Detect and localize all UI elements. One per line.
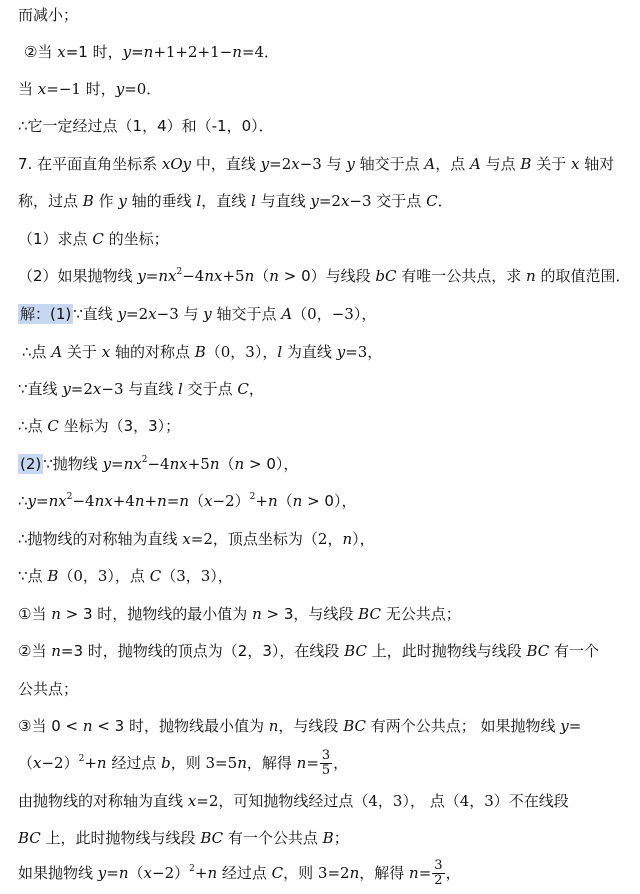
text-fragment: n (267, 492, 278, 510)
solution-line-4 (18, 415, 640, 437)
text-fragment: x (182, 530, 191, 548)
text-fragment: b (161, 754, 171, 772)
text-fragment: nx (158, 267, 177, 285)
text-fragment: l (178, 380, 183, 398)
text-fragment: 经过点 (106, 754, 162, 772)
text-fragment: l (196, 192, 202, 210)
problem-line-2 (18, 190, 640, 212)
text-line-2 (24, 41, 640, 63)
text-fragment: ； (333, 829, 349, 847)
text-fragment: nx (123, 455, 142, 473)
question-2 (18, 265, 640, 287)
text-fragment: −3 与 (156, 305, 204, 323)
text-fragment: n (526, 267, 536, 285)
text-fragment: = (36, 492, 49, 510)
text-fragment: 有唯一公共点，求 (396, 267, 527, 285)
text-fragment: =2，顶点坐标为（2， (190, 530, 343, 548)
text-fragment: （ (18, 754, 34, 772)
text-fragment: = (106, 864, 119, 882)
text-fragment: 坐标为（3，3）； (58, 417, 181, 435)
text-fragment: n (207, 864, 218, 882)
text-fragment: −4 (147, 455, 170, 473)
text-fragment: ，解得 (359, 864, 410, 882)
solution-line-10 (18, 640, 640, 662)
text-fragment: = (111, 455, 124, 473)
text-fragment: ，与线段 (278, 717, 344, 735)
text-fragment: = (166, 492, 180, 510)
text-fragment: 3 (434, 858, 443, 873)
text-fragment: + (194, 864, 208, 882)
text-fragment: （ (254, 267, 270, 285)
text-fragment: 轴交于点 (211, 305, 282, 323)
solution-line-15 (18, 827, 640, 849)
text-fragment: −4 (182, 267, 205, 285)
text-fragment: x (204, 492, 213, 510)
text-fragment: 有一个公共点 (223, 829, 323, 847)
text-fragment: l (277, 343, 283, 361)
text-fragment: x (33, 754, 42, 772)
text-line-1 (18, 4, 640, 26)
solution-line-8 (18, 565, 640, 587)
text-fragment: n (244, 267, 255, 285)
text-fragment: （3，3）， (161, 567, 233, 585)
text-fragment: 2 (78, 754, 85, 764)
text-fragment: −3 交于点 (349, 192, 427, 210)
text-fragment: x (148, 305, 157, 323)
text-fragment: n (234, 455, 245, 473)
text-fragment: ∴它一定经过点（1，4）和（-1，0）． (18, 117, 274, 135)
text-fragment: ， (333, 754, 349, 772)
text-fragment: +5 (222, 267, 245, 285)
text-fragment: x (57, 43, 66, 61)
text-fragment: ，直线 (201, 192, 251, 210)
text-fragment: n (409, 864, 419, 882)
text-fragment: nx (94, 492, 113, 510)
text-fragment: 当 (18, 80, 38, 98)
text-fragment: 上，此时抛物线与线段 (40, 829, 201, 847)
text-fragment: ． (437, 192, 453, 210)
solution-line-1 (18, 303, 640, 325)
solution-line-14 (18, 790, 640, 812)
text-fragment: < 3 时，抛物线最小值为 (92, 717, 269, 735)
text-fragment: C (47, 417, 59, 435)
solution-line-9 (18, 603, 640, 625)
text-fragment: −3 与 (299, 155, 347, 173)
text-fragment: n (252, 605, 262, 623)
text-fragment: y (102, 455, 112, 473)
text-fragment: n (118, 864, 129, 882)
text-fragment: n (232, 43, 242, 61)
text-fragment: ∴ (18, 492, 28, 510)
fraction-three-fifths (320, 749, 332, 778)
text-fragment: ，点 (435, 155, 471, 173)
text-fragment: y (117, 305, 127, 323)
text-fragment: C (92, 230, 104, 248)
text-fragment: BC (200, 829, 224, 847)
text-fragment: ②当 (18, 642, 52, 660)
text-fragment: 有两个公共点； 如果抛物线 (365, 717, 561, 735)
text-fragment: A (51, 343, 63, 361)
text-fragment: 2 (249, 492, 256, 502)
solution-line-2 (22, 341, 640, 363)
solution-label-highlight: 解：(1) (20, 305, 72, 323)
text-fragment: （ (189, 492, 205, 510)
text-fragment: B (82, 192, 94, 210)
solution-line-16 (18, 858, 640, 888)
text-fragment: B (520, 155, 532, 173)
text-fragment: y (97, 864, 107, 882)
text-fragment: （ (277, 492, 293, 510)
text-fragment: B (322, 829, 334, 847)
text-fragment: （0，3）， (205, 343, 278, 361)
text-fragment: ，则 3=5 (170, 754, 238, 772)
text-fragment: −4 (72, 492, 95, 510)
text-fragment: ，则 3=2 (283, 864, 350, 882)
text-fragment: > 3，与线段 (261, 605, 359, 623)
text-fragment: nx (48, 492, 67, 510)
text-fragment: 7. 在平面直角坐标系 (18, 155, 162, 173)
text-fragment: + (255, 492, 268, 510)
text-fragment: （0，3），点 (58, 567, 150, 585)
text-fragment: B (194, 343, 206, 361)
text-fragment: +4 (112, 492, 135, 510)
text-fragment: BC (526, 642, 550, 660)
text-fragment: y (346, 155, 355, 173)
text-fragment: n (342, 530, 353, 548)
text-fragment: 作 (93, 192, 119, 210)
text-fragment: ∴点 (18, 417, 48, 435)
text-fragment: ∵点 (18, 567, 48, 585)
text-fragment: 5 (321, 763, 331, 778)
text-fragment: A (470, 155, 481, 173)
text-fragment: （ (128, 864, 144, 882)
text-fragment: n (269, 267, 279, 285)
text-fragment: y (560, 717, 569, 735)
text-fragment: ， (248, 380, 264, 398)
solution-line-11 (18, 678, 640, 700)
text-fragment: 关于 (62, 343, 102, 361)
solution-line-7 (18, 528, 640, 550)
text-fragment: ∴点 (22, 343, 52, 361)
text-fragment: =3 时，抛物线的顶点为（2，3），在线段 (60, 642, 345, 660)
text-fragment: y (137, 267, 146, 285)
text-fragment: n (96, 754, 107, 772)
text-fragment: n (268, 717, 279, 735)
text-fragment: nx (169, 455, 188, 473)
text-fragment: l (250, 192, 256, 210)
text-fragment: n (82, 717, 93, 735)
text-fragment: n (157, 492, 167, 510)
text-fragment: = (131, 43, 144, 61)
text-fragment: =2 (126, 305, 149, 323)
text-fragment: x (37, 80, 47, 98)
text-fragment: =2 (269, 155, 292, 173)
text-fragment: y (260, 155, 270, 173)
text-fragment: 与直线 (255, 192, 311, 210)
text-fragment: ③当 0 < (18, 717, 83, 735)
text-fragment: 有一个 (549, 642, 600, 660)
text-fragment: C (149, 567, 162, 585)
text-fragment: n (209, 455, 220, 473)
text-fragment: 2 (434, 873, 443, 888)
text-fragment: 的坐标； (103, 230, 169, 248)
text-fragment: 2 (66, 492, 73, 502)
text-fragment: xOy (161, 155, 192, 173)
text-fragment: = (145, 267, 159, 285)
text-fragment: n (143, 43, 154, 61)
text-fragment: −2） (41, 754, 79, 772)
text-fragment: > 3 时，抛物线的最小值为 (60, 605, 253, 623)
text-fragment: 由抛物线的对称轴为直线 (18, 792, 188, 810)
text-fragment: 轴对 (579, 155, 615, 173)
text-fragment: 如果抛物线 (18, 864, 98, 882)
text-fragment: x (101, 343, 111, 361)
text-fragment: 轴交于点 (354, 155, 425, 173)
text-fragment: ∵抛物线 (43, 455, 103, 473)
text-fragment: =4． (241, 43, 280, 61)
text-fragment: n (179, 492, 190, 510)
solution-line-6 (18, 490, 640, 512)
text-fragment: 3 (321, 748, 331, 763)
text-fragment: 经过点 (217, 864, 272, 882)
part2-label-highlight: (2) (20, 455, 42, 473)
text-fragment: ①当 (18, 605, 52, 623)
text-fragment: n (51, 605, 61, 623)
text-fragment: 为直线 (282, 343, 337, 361)
text-fragment: = (568, 717, 582, 735)
text-fragment: 而减小； (18, 6, 79, 24)
problem-line-1 (18, 153, 640, 175)
text-fragment: + (144, 492, 158, 510)
text-fragment: + (84, 754, 97, 772)
text-fragment: y (62, 380, 71, 398)
text-fragment: 中，直线 (191, 155, 261, 173)
text-fragment: = (306, 754, 319, 772)
text-fragment: 上，此时抛物线与线段 (366, 642, 527, 660)
text-fragment: n (51, 642, 61, 660)
text-fragment: ∵直线 (18, 380, 63, 398)
text-fragment: （2）如果抛物线 (18, 267, 138, 285)
text-fragment: 2 (189, 864, 195, 874)
text-fragment: 公共点； (18, 680, 79, 698)
text-fragment: BC (343, 717, 366, 735)
text-fragment: （ (219, 455, 235, 473)
text-fragment: y (115, 80, 125, 98)
text-fragment: +5 (187, 455, 210, 473)
text-fragment: 轴的对称点 (110, 343, 195, 361)
question-1 (18, 228, 640, 250)
text-fragment: x (291, 155, 300, 173)
fraction-three-halves (432, 859, 444, 888)
text-fragment: y (118, 192, 127, 210)
text-fragment: n (292, 492, 303, 510)
text-fragment: n (296, 754, 307, 772)
text-fragment: > 0）与线段 (278, 267, 376, 285)
text-fragment: > 0）， (244, 455, 299, 473)
text-fragment: BC (344, 642, 367, 660)
text-fragment: y (336, 343, 346, 361)
text-fragment: A (424, 155, 436, 173)
text-fragment: x (92, 380, 102, 398)
text-fragment: ∴抛物线的对称轴为直线 (18, 530, 183, 548)
text-fragment: 关于 (531, 155, 571, 173)
text-fragment: =2，可知抛物线经过点（4，3）， 点（4，3）不在线段 (196, 792, 569, 810)
text-fragment: bC (375, 267, 397, 285)
text-fragment: y (310, 192, 319, 210)
solution-line-5 (18, 453, 640, 475)
text-fragment: y (27, 492, 37, 510)
text-fragment: −3 与直线 (101, 380, 179, 398)
text-fragment: =3， (345, 343, 383, 361)
text-fragment: B (47, 567, 59, 585)
text-fragment: ，解得 (246, 754, 297, 772)
text-fragment: ）， (352, 530, 375, 548)
text-line-3 (18, 78, 640, 100)
text-line-4 (18, 115, 640, 137)
text-fragment: （1）求点 (18, 230, 93, 248)
text-fragment: C (426, 192, 438, 210)
text-fragment: n (134, 492, 145, 510)
text-fragment: 2 (176, 267, 183, 277)
text-fragment: x (187, 792, 197, 810)
text-fragment: n (349, 864, 360, 882)
text-fragment: BC (358, 605, 381, 623)
text-fragment: =1 时， (65, 43, 123, 61)
text-fragment: =2 (70, 380, 93, 398)
text-fragment: =2 (318, 192, 341, 210)
text-fragment: ②当 (24, 43, 58, 61)
text-fragment: x (143, 864, 152, 882)
text-fragment: > 0）， (302, 492, 357, 510)
text-fragment: BC (18, 829, 41, 847)
solution-line-13 (18, 748, 640, 778)
text-fragment: −2） (212, 492, 250, 510)
text-fragment: C (237, 380, 249, 398)
text-fragment: =−1 时， (46, 80, 116, 98)
text-fragment: 的取值范围． (535, 267, 631, 285)
text-fragment: y (203, 305, 212, 323)
text-fragment: 轴的垂线 (126, 192, 197, 210)
text-fragment: 与点 (480, 155, 521, 173)
text-fragment: =0． (124, 80, 162, 98)
text-fragment: x (340, 192, 350, 210)
text-fragment: +1+2+1− (153, 43, 233, 61)
text-fragment: ∵直线 (73, 305, 118, 323)
text-fragment: nx (204, 267, 223, 285)
text-fragment: ， (445, 864, 461, 882)
text-fragment: = (418, 864, 432, 882)
text-fragment: （0，−3）， (292, 305, 377, 323)
text-fragment: x (571, 155, 580, 173)
text-fragment: 称，过点 (18, 192, 83, 210)
text-fragment: A (281, 305, 293, 323)
text-fragment: C (271, 864, 284, 882)
solution-line-12 (18, 715, 640, 737)
text-fragment: y (122, 43, 132, 61)
text-fragment: 2 (141, 455, 148, 465)
text-fragment: 交于点 (182, 380, 238, 398)
text-fragment: −2） (152, 864, 190, 882)
text-fragment: 无公共点； (380, 605, 461, 623)
solution-line-3 (18, 378, 640, 400)
text-fragment: n (237, 754, 247, 772)
